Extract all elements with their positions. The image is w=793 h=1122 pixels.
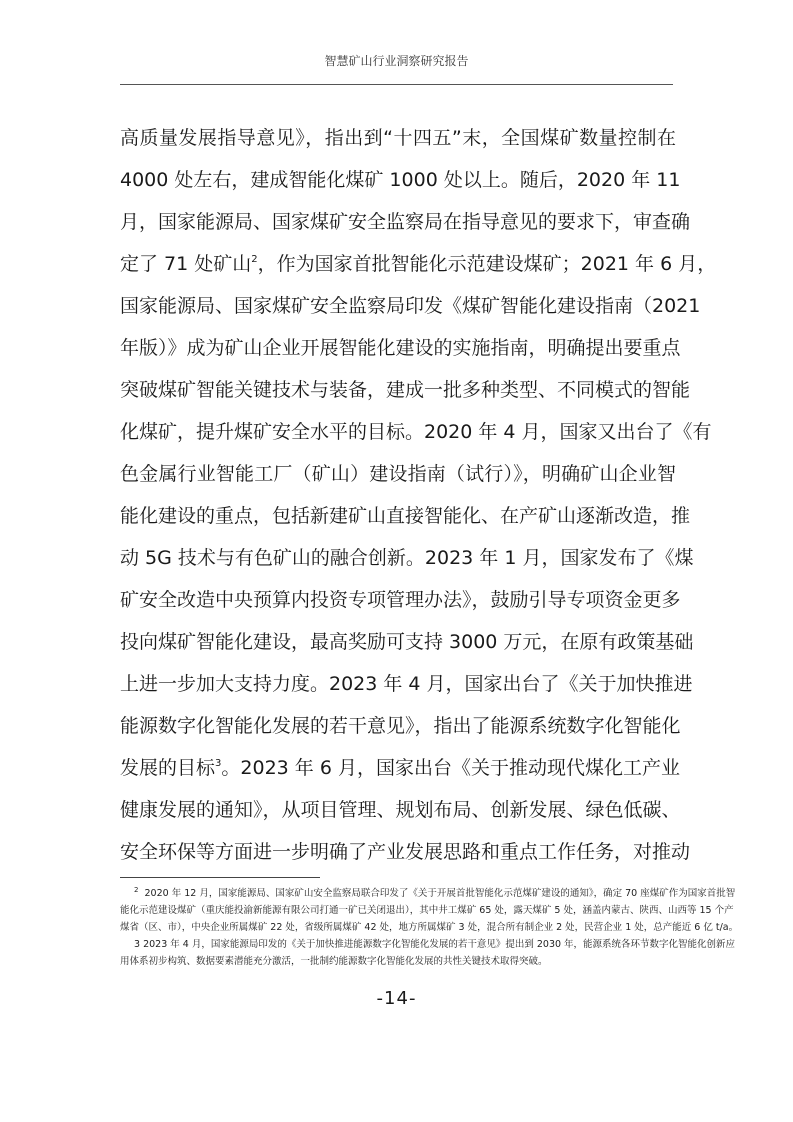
body-line: 色金属行业智能工厂（矿山）建设指南（试行）》，明确矿山企业智: [120, 463, 676, 485]
footnote-text: 用体系初步构筑、数据要素潜能充分激活，一批制约能源数字化智能化发展的共性关键技术取得突破。: [120, 956, 548, 967]
page-number: -14-: [376, 988, 417, 1009]
body-line: 投向煤矿智能化建设，最高奖励可支持 3000 万元，在原有政策基础: [120, 631, 694, 653]
body-line: 健康发展的通知》，从项目管理、规划布局、创新发展、绿色低碳、: [120, 799, 681, 821]
body-line: 突破煤矿智能关键技术与装备，建成一批多种类型、不同模式的智能: [120, 379, 691, 401]
footnote-text: 煤省（区、市），中央企业所属煤矿 22 处，省级所属煤矿 42 处，地方所属煤矿 3 处，混合所有制企业 2 处，民营企业 1 处，总产能近 6 亿 t/a。: [120, 922, 739, 933]
body-line: [120, 747, 680, 789]
body-line: 月，国家能源局、国家煤矿安全监察局在指导意见的要求下，审查确: [120, 211, 691, 233]
body-line-part: ，作为国家首批智能化示范建设煤矿；2021 年 6 月，: [257, 253, 717, 275]
body-line: 安全环保等方面进一步明确了产业发展思路和重点工作任务，对推动: [120, 841, 691, 863]
running-header: 智慧矿山行业洞察研究报告: [324, 54, 469, 68]
body-line: [120, 243, 717, 285]
footnote-ref-2[interactable]: 2: [251, 254, 258, 265]
body-line: 矿安全改造中央预算内投资专项管理办法》，鼓励引导专项资金更多: [120, 589, 681, 611]
footnote-divider: [120, 877, 320, 878]
body-paragraph: [120, 117, 717, 873]
body-line-part: 发展的目标: [120, 757, 216, 779]
footnote-2: [120, 882, 736, 902]
body-line: 国家能源局、国家煤矿安全监察局印发《煤矿智能化建设指南（2021: [120, 295, 701, 317]
body-line-part: 定了 71 处矿山: [120, 253, 252, 275]
body-line: 年版）》成为矿山企业开展智能化建设的实施指南，明确提出要重点: [120, 337, 681, 359]
footnote-marker: 2: [134, 886, 139, 894]
body-line: 化煤矿，提升煤矿安全水平的目标。2020 年 4 月，国家又出台了《有: [120, 421, 712, 443]
body-line: 高质量发展指导意见》，指出到“十四五”末，全国煤矿数量控制在: [120, 127, 676, 149]
body-line: 能源数字化智能化发展的若干意见》，指出了能源系统数字化智能化: [120, 715, 681, 737]
header-divider: [120, 84, 673, 85]
body-line-part: 。2023 年 6 月，国家出台《关于推动现代煤化工产业: [221, 757, 680, 779]
body-line: 能化建设的重点，包括新建矿山直接智能化、在产矿山逐渐改造，推: [120, 505, 691, 527]
footnote-text: 能化示范建设煤矿（重庆能投渝新能源有限公司打通一矿已关闭退出），其中井工煤矿 65 处，露天煤矿 5 处，涵盖内蒙古、陕西、山西等 15 个产: [120, 905, 734, 916]
footnote-ref-3[interactable]: 3: [215, 758, 222, 769]
body-line: 4000 处左右，建成智能化煤矿 1000 处以上。随后，2020 年 11: [120, 169, 681, 191]
body-line: 动 5G 技术与有色矿山的融合创新。2023 年 1 月，国家发布了《煤: [120, 547, 694, 569]
body-line: 上进一步加大支持力度。2023 年 4 月，国家出台了《关于加快推进: [120, 673, 693, 695]
footnote-3: 3 2023 年 4 月，国家能源局印发的《关于加快推进能源数字化智能化发展的若干意见》提出到 2030 年，能源系统各环节数字化智能化创新应: [134, 939, 736, 950]
footnotes: [120, 882, 739, 970]
footnote-text: 2020 年 12 月，国家能源局、国家矿山安全监察局联合印发了《关于开展首批智能化示范煤矿建设的通知》，确定 70 座煤矿作为国家首批智: [144, 888, 736, 899]
